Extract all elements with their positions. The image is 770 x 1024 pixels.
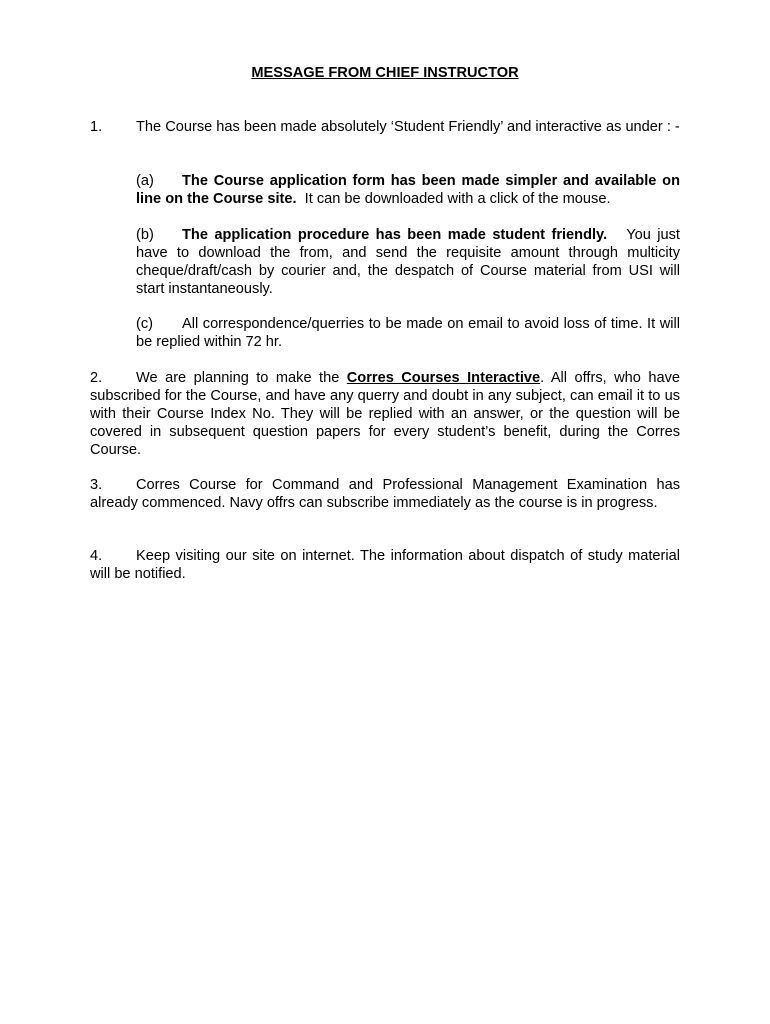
paragraph-1 [90,118,680,136]
item-label: (b) [136,227,154,243]
item-label: (c) [136,316,154,332]
paragraph-text: Keep visiting our site on internet. The information about dispatch of study material will be notified. [90,548,680,582]
page-title: MESSAGE FROM CHIEF INSTRUCTOR [251,65,519,81]
paragraph-number: 2. [90,370,103,386]
item-text: It can be downloaded with a click of the mouse. [304,191,611,207]
item-label: (a) [136,173,154,189]
item-text: All correspondence/querries to be made on email to avoid loss of time. It will be replied within 72 hr. [136,316,680,350]
paragraph-number: 4. [90,548,103,564]
paragraph-text-pre: We are planning to make the [136,370,340,386]
paragraph-number: 1. [90,119,103,135]
item-text: You just have to download the from, and send the requisite amount through multicity cheque/draft/cash by courier and, the despatch of Course material from USI will start instantaneously. [136,227,680,297]
item-bold-text: The Course application form has been made simpler and available on line on the Course site. [136,173,680,207]
paragraph-text-post: . All offrs, who have subscribed for the Course, and have any querry and doubt in any subject, can email it to us with their Course Index No. They will be replied with an answer, or the question will be covered in subsequent question papers for every student’s benefit, during the Corres Course. [90,370,680,458]
paragraph-number: 3. [90,477,103,493]
paragraph-1c [136,315,680,351]
paragraph-1a [136,172,680,208]
paragraph-text: Corres Course for Command and Professional Management Examination has already commenced. Navy offrs can subscribe immediately as the course is in progress. [90,477,680,511]
paragraph-1b [136,226,680,298]
paragraph-text: The Course has been made absolutely ‘Student Friendly’ and interactive as under : - [136,119,680,135]
highlight-text: Corres Courses Interactive [346,370,541,386]
paragraph-4 [90,547,680,583]
paragraph-3 [90,476,680,512]
item-bold-text: The application procedure has been made student friendly. [182,227,608,243]
paragraph-2 [90,369,680,459]
